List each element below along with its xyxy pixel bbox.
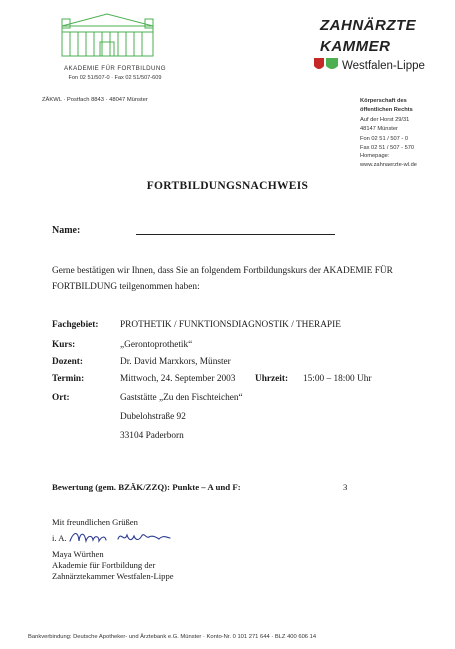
handwritten-signature: [66, 527, 186, 549]
kammer-logo-line2: KAMMER: [320, 38, 391, 55]
sender-sidebar: [360, 97, 455, 169]
document-title: FORTBILDUNGSNACHWEIS: [146, 180, 309, 192]
postal-line: ZÄKWL · Postfach 8843 · 48047 Münster: [42, 97, 148, 103]
ort-line2: Dubelohstraße 92: [120, 412, 186, 422]
fachgebiet-value: PROTHETIK / FUNKTIONSDIAGNOSTIK / THERAPIE: [120, 320, 341, 330]
ort-line1: Gaststätte „Zu den Fischteichen“: [120, 393, 243, 403]
bank-details: Bankverbindung: Deutsche Apotheker- und Ärztebank e.G. Münster · Konto-Nr. 0 101 271 644 · BLZ 400 606 14: [28, 634, 317, 640]
signer-role-line2: Zahnärztekammer Westfalen-Lippe: [52, 571, 174, 581]
name-label: Name:: [52, 225, 81, 236]
bewertung-value: 3: [343, 482, 348, 492]
bewertung-label: Bewertung (gem. BZÄK/ZZQ): Punkte – A und F:: [52, 482, 241, 492]
uhrzeit-value: 15:00 – 18:00 Uhr: [303, 374, 372, 384]
kammer-region: Westfalen-Lippe: [342, 60, 425, 72]
uhrzeit-label: Uhrzeit:: [255, 374, 289, 384]
ort-line3: 33104 Paderborn: [120, 431, 184, 441]
kurs-label: Kurs:: [52, 340, 76, 350]
closing-text: Mit freundlichen Grüßen: [52, 517, 138, 527]
sidebar-fax: Fax 02 51 / 507 - 570: [360, 144, 415, 151]
academy-name: AKADEMIE FÜR FORTBILDUNG: [64, 65, 166, 72]
academy-contact: Fon 02 51/507-0 · Fax 02 51/507-609: [68, 75, 162, 81]
signer-role-line1: Akademie für Fortbildung der: [52, 560, 156, 570]
termin-label: Termin:: [52, 374, 85, 384]
academy-building-logo: [60, 12, 155, 57]
kammer-emblem-icon: [312, 56, 340, 74]
termin-value: Mittwoch, 24. September 2003: [120, 374, 236, 384]
ia-label: i. A.: [52, 533, 67, 543]
dozent-label: Dozent:: [52, 357, 83, 367]
sidebar-phone: Fon 02 51 / 507 - 0: [360, 136, 409, 142]
sidebar-homepage: www.zahnaerzte-wl.de: [360, 161, 417, 168]
ort-label: Ort:: [52, 393, 70, 403]
dozent-value: Dr. David Marxkors, Münster: [120, 357, 231, 367]
signer-name: Maya Würthen: [52, 549, 104, 559]
fachgebiet-label: Fachgebiet:: [52, 320, 99, 330]
sidebar-address2: 48147 Münster: [360, 125, 398, 132]
kurs-value: „Gerontoprothetik“: [120, 340, 193, 350]
sidebar-line1: Körperschaft des: [360, 98, 407, 104]
sidebar-address1: Auf der Horst 29/31: [360, 117, 410, 123]
kammer-logo-line1: ZAHNÄRZTE: [320, 17, 417, 34]
sidebar-homepage-label: Homepage:: [360, 153, 390, 159]
sidebar-line2: öffentlichen Rechts: [360, 106, 413, 113]
name-line: [136, 234, 335, 235]
intro-text: Gerne bestätigen wir Ihnen, dass Sie an folgendem Fortbildungskurs der AKADEMIE FÜR FORTBILDUNG teilgenommen haben:: [52, 266, 393, 292]
